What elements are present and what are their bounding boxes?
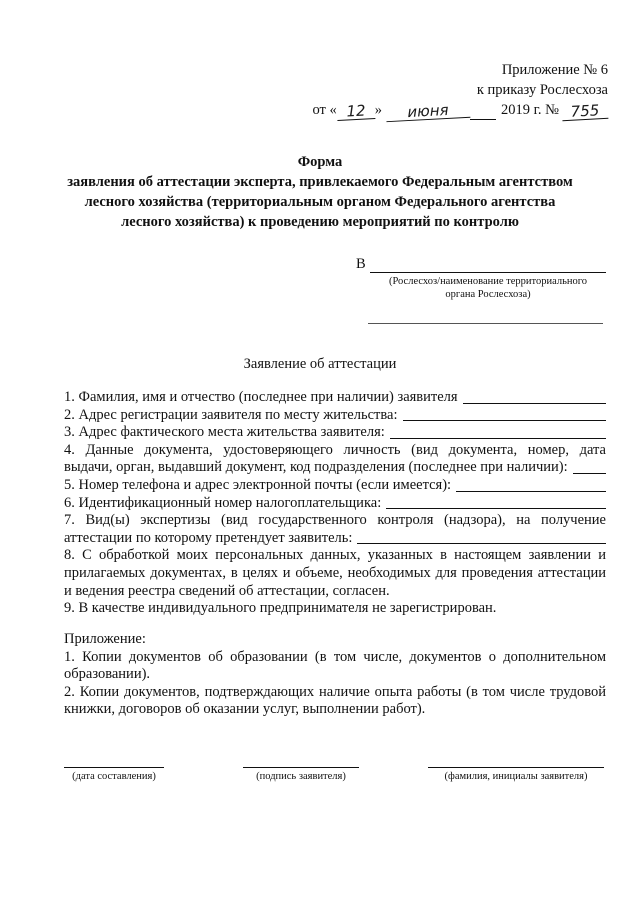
month-blank-line bbox=[470, 105, 496, 120]
phone-email-field[interactable] bbox=[456, 491, 606, 492]
item-text: 3. Адрес фактического места жительства заявителя: bbox=[64, 424, 385, 441]
item-text: 9. В качестве индивидуального предпринимателя не зарегистрирован. bbox=[64, 600, 497, 617]
form-title-line: Форма bbox=[297, 154, 343, 170]
year-and-number-label: 2019 г. № bbox=[500, 102, 559, 118]
list-item bbox=[64, 389, 606, 407]
attachment-section bbox=[64, 631, 606, 719]
list-item bbox=[64, 407, 606, 425]
form-title bbox=[40, 152, 600, 232]
list-item bbox=[64, 547, 606, 600]
date-prefix: от « bbox=[312, 102, 337, 118]
addressee-prefix: В bbox=[356, 256, 366, 272]
registration-address-field[interactable] bbox=[403, 420, 607, 421]
annex-order-ref: к приказу Рослесхоза bbox=[476, 82, 608, 98]
addressee-field[interactable] bbox=[370, 258, 606, 273]
signature-caption: (фамилия, инициалы заявителя) bbox=[444, 771, 588, 782]
attachment-item: 1. Копии документов об образовании (в том числе, документов о дополнительном образовании). bbox=[64, 648, 606, 683]
list-item bbox=[64, 477, 606, 495]
inn-field[interactable] bbox=[386, 508, 606, 509]
signature-caption: (дата составления) bbox=[72, 771, 156, 782]
date-signature-field[interactable] bbox=[64, 763, 164, 782]
list-item bbox=[64, 495, 606, 513]
item-text: 5. Номер телефона и адрес электронной почты (если имеется): bbox=[64, 476, 452, 493]
list-item bbox=[64, 424, 606, 442]
item-text: 7. Вид(ы) экспертизы (вид государственного контроля (надзора), на получение bbox=[64, 512, 606, 529]
expertise-type-field[interactable] bbox=[357, 543, 606, 544]
addressee-extra-line[interactable] bbox=[368, 323, 603, 324]
list-item bbox=[64, 600, 606, 618]
item-text: 6. Идентификационный номер налогоплательщика: bbox=[64, 494, 382, 511]
actual-address-field[interactable] bbox=[390, 438, 606, 439]
signature-caption: (подпись заявителя) bbox=[256, 771, 346, 782]
annex-number: Приложение № 6 bbox=[501, 62, 608, 78]
form-title-line: заявления об аттестации эксперта, привлекаемого Федеральным агентством bbox=[67, 174, 573, 190]
addressee-caption-line: органа Рослесхоза) bbox=[445, 289, 531, 300]
fullname-field[interactable] bbox=[463, 403, 606, 404]
form-title-line: лесного хозяйства) к проведению мероприятий по контролю bbox=[121, 214, 519, 230]
date-day-suffix: » bbox=[374, 102, 382, 118]
annex-header bbox=[308, 60, 608, 120]
applicant-signature-field[interactable] bbox=[243, 763, 359, 782]
attachment-item: 2. Копии документов, подтверждающих наличие опыта работы (в том числе трудовой книжки, договоров об оказании услуг, выполнении работ). bbox=[64, 683, 606, 718]
handwritten-order-number: 755 bbox=[562, 102, 609, 121]
item-text: 8. С обработкой моих персональных данных, указанных в настоящем заявлении и прилагаемых документах, в целях и объеме, необходимых для проведения аттестации и ведения реестра сведений об аттестации, согласен. bbox=[64, 547, 606, 599]
list-item bbox=[64, 530, 606, 548]
list-item bbox=[64, 442, 606, 460]
item-text: выдачи, орган, выдавший документ, код подразделения (последнее при наличии): bbox=[64, 459, 568, 476]
addressee-line bbox=[356, 256, 606, 273]
addressee-block bbox=[356, 256, 606, 324]
signature-line bbox=[243, 763, 359, 768]
list-item bbox=[64, 512, 606, 530]
addressee-caption bbox=[370, 275, 606, 301]
applicant-name-field[interactable] bbox=[428, 763, 604, 782]
form-title-line: лесного хозяйства (территориальным органом Федерального агентства bbox=[84, 194, 556, 210]
identity-document-field[interactable] bbox=[573, 473, 606, 474]
list-item bbox=[64, 459, 606, 477]
addressee-caption-line: (Рослесхоз/наименование территориального bbox=[388, 276, 588, 287]
item-text: аттестации по которому претендует заявитель: bbox=[64, 529, 353, 546]
item-text: 2. Адрес регистрации заявителя по месту жительства: bbox=[64, 406, 398, 423]
application-items bbox=[64, 389, 606, 618]
item-text: 1. Фамилия, имя и отчество (последнее при наличии) заявителя bbox=[64, 389, 458, 405]
attachment-heading: Приложение: bbox=[64, 631, 146, 647]
statement-heading: Заявление об аттестации bbox=[243, 356, 397, 372]
signature-line bbox=[428, 763, 604, 768]
handwritten-month: июня bbox=[386, 101, 471, 122]
item-text: 4. Данные документа, удостоверяющего личность (вид документа, номер, дата bbox=[64, 441, 606, 458]
handwritten-day: 12 bbox=[336, 102, 375, 121]
signature-line bbox=[64, 763, 164, 768]
order-date-line bbox=[308, 100, 608, 120]
